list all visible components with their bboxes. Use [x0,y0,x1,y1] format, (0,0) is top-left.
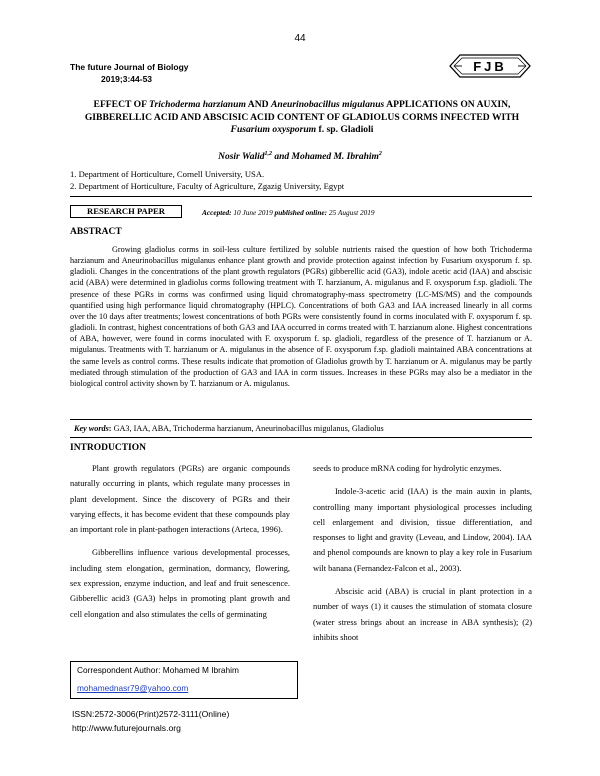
correspondent-box [70,661,298,699]
paper-title [70,99,534,137]
published-label: published online: [274,208,328,217]
title-part: APPLICATIONS ON AUXIN, GIBBERELLIC ACID AND ABSCISIC ACID CONTENT OF GLADIOLUS CORMS INFECTED WITH [84,99,520,123]
paragraph: Indole-3-acetic acid (IAA) is the main auxin in plants, controlling many important physiological processes including cell enlargement and division, tissue differentiation, and responses to light and gravity (Leveau, and Lindow, 2004). IAA and phenol compounds are known to play a key role in Fusarium wilt banana (Fernandez-Falcon et al., 2003). [313,487,532,573]
paragraph: seeds to produce mRNA coding for hydrolytic enzymes. [313,464,502,473]
introduction-left-column [70,461,290,622]
title-organism: Aneurinobacillus migulanus [270,99,385,110]
abstract-heading: ABSTRACT [70,227,122,237]
journal-logo-text: FJB [473,59,507,74]
title-organism: Trichoderma harzianum [148,99,246,110]
published-date: 25 August 2019 [327,208,375,217]
paragraph: Plant growth regulators (PGRs) are organic compounds naturally occurring in plants, which regulate many processes in plant development. Since the discovery of PGRs and their varying effects, it has become evident that these compounds play an important role in plant-pathogen interactions (Arteca, 1996). [70,464,290,535]
paragraph: Abscisic acid (ABA) is crucial in plant protection in a number of ways (1) it causes the stimulation of stomata closure (water stress brings about an increase in ABA synthesis); (2) inhibits shoot [313,587,532,642]
journal-citation: 2019;3:44-53 [101,74,153,84]
divider [70,419,532,420]
author-name: Nosir Walid [218,152,265,163]
paragraph: Gibberellins influence various developmental processes, including stem elongation, germination, dormancy, flowering, sex expression, enzyme induction, and leaf and fruit senescence. Gibberellic acid3 (GA3) helps in promoting plant growth and cell elongation and also stimulates the cells of germinating [70,548,290,619]
article-type-badge: RESEARCH PAPER [70,205,182,218]
authors [0,151,600,162]
keywords-label: Key words [74,424,109,433]
divider [70,437,532,438]
introduction-heading: INTRODUCTION [70,443,147,453]
keywords: Key words: GA3, IAA, ABA, Trichoderma harzianum, Aneurinobacillus migulanus, Gladiolus [74,424,384,433]
correspondent-email-link[interactable]: mohamednasr79@yahoo.com [77,683,189,693]
journal-logo [448,52,532,80]
title-organism: Fusarium oxysporum [230,124,317,135]
affiliation: 2. Department of Horticulture, Faculty of Agriculture, Zgazig University, Egypt [70,181,345,191]
author-affiliation-mark: 2 [378,151,382,157]
journal-name: The future Journal of Biology [70,62,189,72]
issn: ISSN:2572-3006(Print)2572-3111(Online) [72,709,230,719]
journal-url[interactable]: http://www.futurejournals.org [72,722,181,733]
correspondent-label: Correspondent Author: Mohamed M Ibrahim [77,665,239,675]
article-dates [202,208,375,217]
introduction-right-column [313,461,532,645]
accepted-label: Accepted: [202,208,232,217]
abstract-text: Growing gladiolus corms in soil-less culture fertilized by soluble nutrients raised the question of how both Trichoderma harzianum and Aneurinobacillus migulanus enhance plant growth and provide protection against infection by Fusarium oxysporum f. sp. gladioli. Changes in the concentrations of the plant growth regulators (PGRs) gibberellic acid (GA3), indole acetic acid (IAA) and abscisic acid (ABA) were determined in gladiolus corms following treatment with T. harzianum, A. migulanus and F. oxysporum f.sp. gladioli. The presence of these PGRs in corms was confirmed using liquid chromatography-mass spectrometry (LC-MS/MS) and the compounds quantified using high performance liquid chromatography (HPLC). Concentrations of both GA3 and IAA increased linearly in all corms over the 10 days after treatments; lowest concentrations of both PGRs were consistently found in corms inoculated with F. oxysporum f. sp. gladioli. In contrast, highest concentrations of both GA3 and IAA occurred in corms treated with T. harzianum alone. Highest concentrations of ABA, however, were found in corms inoculated with F. oxysporum f. sp. gladioli, regardless of the presence of T. harzianum or A. migulanus. Treatments with T. harzianum or A. migulanus in the absence of F. oxysporum f.sp. gladioli maintained ABA concentrations at the same levels as control corms. These results indicate that promotion of Gladiolus growth by T. harzianum or A. migulanus may be partly mediated through stimulation of the production of GA3 and IAA in corm tissues. Increases in these PGRs may also be a mediator in the biological control activity shown by T. harzianum or A. migulanus. [70,245,532,388]
page-number: 44 [294,33,306,44]
author-name: and Mohamed M. Ibrahim [271,152,379,163]
keywords-text: GA3, IAA, ABA, Trichoderma harzianum, Aneurinobacillus migulanus, Gladiolus [113,424,384,433]
title-part: AND [245,99,271,110]
divider [70,196,532,197]
title-part: f. sp. Gladioli [316,124,374,135]
affiliation: 1. Department of Horticulture, Cornell University, USA. [70,169,265,179]
journal-info [70,61,189,85]
accepted-date: 10 June 2019 [231,208,275,217]
title-part: EFFECT OF [93,99,149,110]
publication-info [72,708,229,735]
author-affiliation-mark: 1,2 [264,151,272,157]
